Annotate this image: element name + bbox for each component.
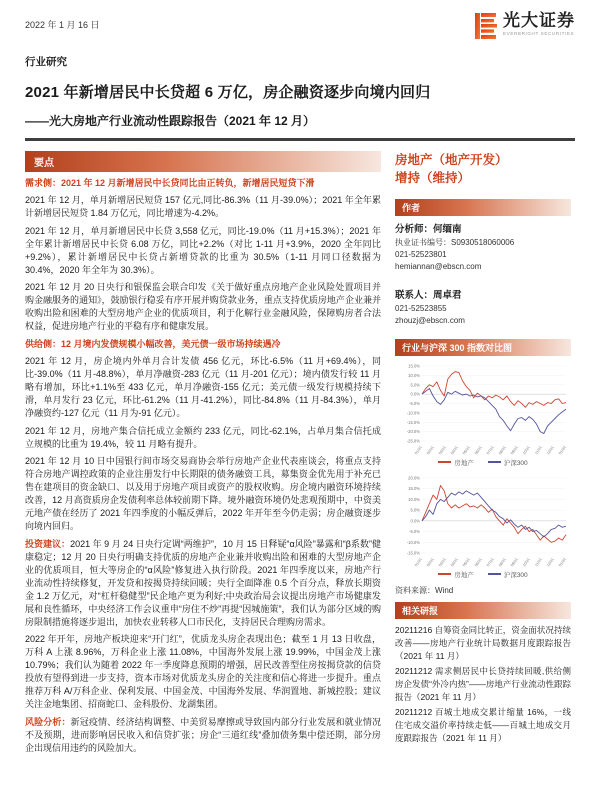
svg-text:5.0%: 5.0% [410,382,420,387]
paragraph-text: 2021 年 9 月 24 日央行定调“两维护”，10 月 15 日释疑“α风险”暴露和“β系数”健康稳定；12 月 20 日央行明确支持优质的房地产企业兼并收购出险和困难的大型房地产企业的优质项目，恒大等房企的“α风险”修复进入执行阶段。2021 年四季度以来，房地产行业流动性持续修复，开发贷和按揭贷持续回暖；央行全面降准 0.5 个百分点，释放长期资金 1.2 万亿元，对“杠杆稳健型”民企地产更为利好;中央政治局会议提出房地产市场健康发展和良性循环，中央经济工作会议重申“房住不炒”再提“因城施策”，我们认为部分区域的购房限制措施将逐步退出，加快农业转移人口市民化，支持居民合理购房需求。 [25,538,381,627]
section-lead: 供给侧：12 月境内发债规模小幅改善，美元债一级市场持续遇冷 [25,338,281,349]
line-chart [395,361,571,458]
svg-text:5.0%: 5.0% [410,507,420,513]
summary-paragraph [25,455,381,533]
svg-text:03/21: 03/21 [438,445,447,456]
brand-text [503,12,575,37]
section-lead: 需求侧：2021 年 12 月新增居民中长贷同比由正转负，新增居民短贷下滑 [25,177,315,188]
svg-text:08/21: 08/21 [498,557,507,568]
svg-text:06/21: 06/21 [474,557,483,568]
svg-text:20.0%: 20.0% [408,475,420,481]
svg-text:10.0%: 10.0% [408,496,420,502]
svg-text:-10.0%: -10.0% [406,539,420,545]
legend-item [488,570,528,579]
paragraph-text: 新冠疫情、经济结构调整、中美贸易摩擦或导致国内部分行业发展和就业情况不及预期，进而影响居民收入和信贷扩张；房企“三道红线”叠加债务集中偿还期，部分房企出现信用违约的风险加大。 [25,716,381,753]
svg-text:10/21: 10/21 [522,557,531,568]
contact-phone: 021-52523855 [395,303,447,313]
svg-text:10.0%: 10.0% [408,372,420,378]
contact-name: 联系人：周卓君 [395,289,462,301]
related-report-item: 20211216 自筹资金同比转正，资金面状况持续改善——房地产行业统计局数据月度跟踪报告（2021 年 11 月） [395,624,571,661]
svg-text:10/21: 10/21 [522,445,531,456]
svg-text:0.0%: 0.0% [410,518,420,524]
summary-paragraph [25,633,381,711]
author-section [395,199,571,327]
summary-paragraph [25,177,381,190]
svg-text:07/21: 07/21 [486,557,495,568]
paragraph-text: 2021 年 12 月，房地产集合信托成立金额约 233 亿元，同比-62.1%，占单月集合信托成立规模的比重为 19.4%，较 11 月略有提升。 [25,425,381,449]
summary-column [25,151,381,760]
line-chart [395,473,571,570]
chart-legend [395,570,571,579]
summary-paragraph [25,538,381,629]
svg-text:11/21: 11/21 [534,445,543,455]
svg-text:-5.0%: -5.0% [409,400,420,406]
summary-paragraph [25,355,381,420]
header [25,12,575,40]
summary-paragraph [25,716,381,755]
legend-label: 房地产 [454,459,474,467]
legend-swatch [438,573,451,575]
svg-text:02/21: 02/21 [426,445,435,456]
related-report-item: 20211212 百城土地成交累计缩量 16%，一线住宅成交溢价率持续走低——百城土地成交月度跟踪报告（2021 年 11 月） [395,706,571,743]
summary-paragraph [25,338,381,351]
svg-text:06/21: 06/21 [474,445,483,456]
industry-index-chart-1 [395,361,571,467]
contact-email: zhouzj@ebscn.com [395,315,465,325]
sidebar [395,151,571,760]
author-header-bar: 作者 [395,199,571,216]
svg-text:04/21: 04/21 [450,557,459,568]
paragraph-text: 2021 年 12 月，单月新增居民中长贷 3,558 亿元，同比-19.0%（11 月+15.3%）；2021 年全年累计新增居民中长贷 6.08 万亿，同比+2.2%（对比 1-11 月+3.9%，2020 全年同比+9.2%），累计新增居民中长贷占新增贷款的比重为 30.5%（1-11 月同口径数据为 30.4%，2020 年全年为 30.3%）。 [25,225,381,275]
legend-swatch [488,573,501,575]
brand-name: 光大证券 [503,11,575,30]
chart-header-bar: 行业与沪深 300 指数对比图 [395,339,571,356]
legend-swatch [488,461,501,463]
svg-text:01/21: 01/21 [414,445,423,456]
rating-badge: 增持（维持） [395,170,471,185]
svg-text:-15.0%: -15.0% [406,419,420,425]
everbright-logo-icon [474,12,498,40]
svg-text:01/21: 01/21 [414,557,423,568]
svg-text:-25.0%: -25.0% [406,438,420,444]
svg-text:03/21: 03/21 [438,557,447,568]
paragraph-text: 2022 年开年，房地产板块迎来“开门红”，优质龙头房企表现出色；截至 1 月 13 日收盘，万科 A 上涨 8.96%，万科企业上涨 11.08%，中国海外发展上涨 19.99%，中国金茂上涨 10.79%；我们认为随着 2022 年一季度降息预期的增强，居民改善型住房按揭贷款的信贷投放有望得到进一步支持，资本市场对优质龙头房企的关注度和信心将进一步提升。重点推荐万科 A/万科企业、保利发展、中国金茂、中国海外发展、华润置地、新城控股；建议关注金地集团、招商蛇口、金科股份、龙湖集团。 [25,634,381,709]
analyst-name: 分析师：何缅南 [395,223,462,235]
svg-text:09/21: 09/21 [510,557,519,568]
section-lead: 投资建议： [25,538,71,549]
legend-swatch [438,461,451,463]
chart-source: 资料来源：Wind [395,585,454,595]
svg-text:05/21: 05/21 [462,445,471,456]
paragraph-text: 2021 年 12 月，单月新增居民短贷 157 亿元,同比-86.3%（11 月-39.0%）；2021 年全年累计新增居民短贷 1.84 万亿元，同比增速为-4.2%。 [25,195,381,218]
svg-text:12/21: 12/21 [546,557,555,568]
svg-text:12/21: 12/21 [546,445,555,456]
legend-label: 房地产 [454,571,474,579]
summary-paragraph [25,194,381,220]
report-title: 2021 年新增居民中长贷超 6 万亿，房企融资逐步向境内回归 [25,84,431,101]
analyst-email: hemiannan@ebscn.com [395,261,482,271]
summary-paragraph [25,281,381,333]
paragraph-text: 2021 年 12 月 20 日央行和银保监会联合印发《关于做好重点房地产企业风险处置项目并购金融服务的通知》，鼓励银行稳妥有序开展并购贷款业务，重点支持优质房地产企业兼并收购出险和困难的大型房地产企业的优质项目，利于化解行业金融风险，保障购房者合法权益，促进房地产行业的平稳有序和健康发展。 [25,282,381,331]
paragraph-text: 2021 年 12 月 10 日中国银行间市场交易商协会举行房地产企业代表座谈会，将重点支持符合房地产调控政策的企业注册发行中长期限的债务融资工具，募集资金优先用于补充已售在建项目的资金缺口、以及用于房地产项目或资产的股权收购。房企境内融资环境持续改善，12 月高资质房企发债利率总体较前期下降。境外融资环境仍处悲观预期中，中资美元地产债在经历了 2021 年四季度的小幅反弹后，2022 年开年至今仍走弱；房企融资逐步向境内回归。 [25,456,381,531]
legend-item [438,458,474,467]
legend-label: 沪深300 [503,459,528,467]
section-lead: 风险分析： [25,716,71,727]
reports-header-bar: 相关研报 [395,602,571,619]
analyst-phone: 021-52523801 [395,249,447,259]
legend-item [488,458,528,467]
legend-item [438,570,474,579]
summary-paragraph [25,425,381,451]
summary-header-bar: 要点 [25,151,381,172]
svg-text:15.0%: 15.0% [408,363,420,369]
svg-text:05/21: 05/21 [462,557,471,568]
report-subtitle: ——光大房地产行业流动性跟踪报告（2021 年 12 月） [25,114,316,128]
svg-text:15.0%: 15.0% [408,485,420,491]
svg-text:01/22: 01/22 [558,557,567,568]
legend-label: 沪深300 [503,571,528,579]
svg-text:11/21: 11/21 [534,557,543,567]
svg-text:0.0%: 0.0% [410,391,420,397]
analyst-cert: 执业证书编号：S0930518060006 [395,237,515,247]
svg-text:-5.0%: -5.0% [409,528,420,534]
svg-text:09/21: 09/21 [510,445,519,456]
brand [474,12,575,40]
summary-paragraph [25,225,381,277]
header-divider [25,138,575,141]
paragraph-text: 2021 年 12 月，房企境内外单月合计发债 456 亿元，环比-6.5%（11 月+69.4%），同比-39.0%（11 月-48.8%），单月净融资-283 亿元（11 月-201 亿元）；境内债发行较 11 月略有增加，环比+1.1%至 433 亿元，单月净融资-155 亿元；美元债一级发行规模持续下滑，单月发行 23 亿元，环比-61.2%（11 月-41.2%），同比-84.8%（11 月-84.3%），单月净融资约-127 亿元（11 月为-91 亿元）。 [25,356,381,418]
svg-text:07/21: 07/21 [486,445,495,456]
svg-text:04/21: 04/21 [450,445,459,456]
svg-text:01/22: 01/22 [558,445,567,456]
svg-text:08/21: 08/21 [498,445,507,456]
svg-text:-10.0%: -10.0% [406,410,420,416]
svg-text:-20.0%: -20.0% [406,428,420,434]
svg-text:02/21: 02/21 [426,557,435,568]
svg-text:-15.0%: -15.0% [406,550,420,556]
industry-index-chart-2 [395,473,571,579]
report-date: 2022 年 1 月 16 日 [25,20,100,30]
sector-name: 房地产（地产开发） [395,152,508,167]
related-report-item: 20211212 需求侧居民中长贷持续回暖,供给侧房企发债“外冷内热”——房地产行业流动性跟踪报告（2021 年 11 月） [395,665,571,702]
brand-subtitle: EVERBRIGHT SECURITIES [503,31,575,36]
chart-legend [395,458,571,467]
report-category: 行业研究 [25,56,67,68]
